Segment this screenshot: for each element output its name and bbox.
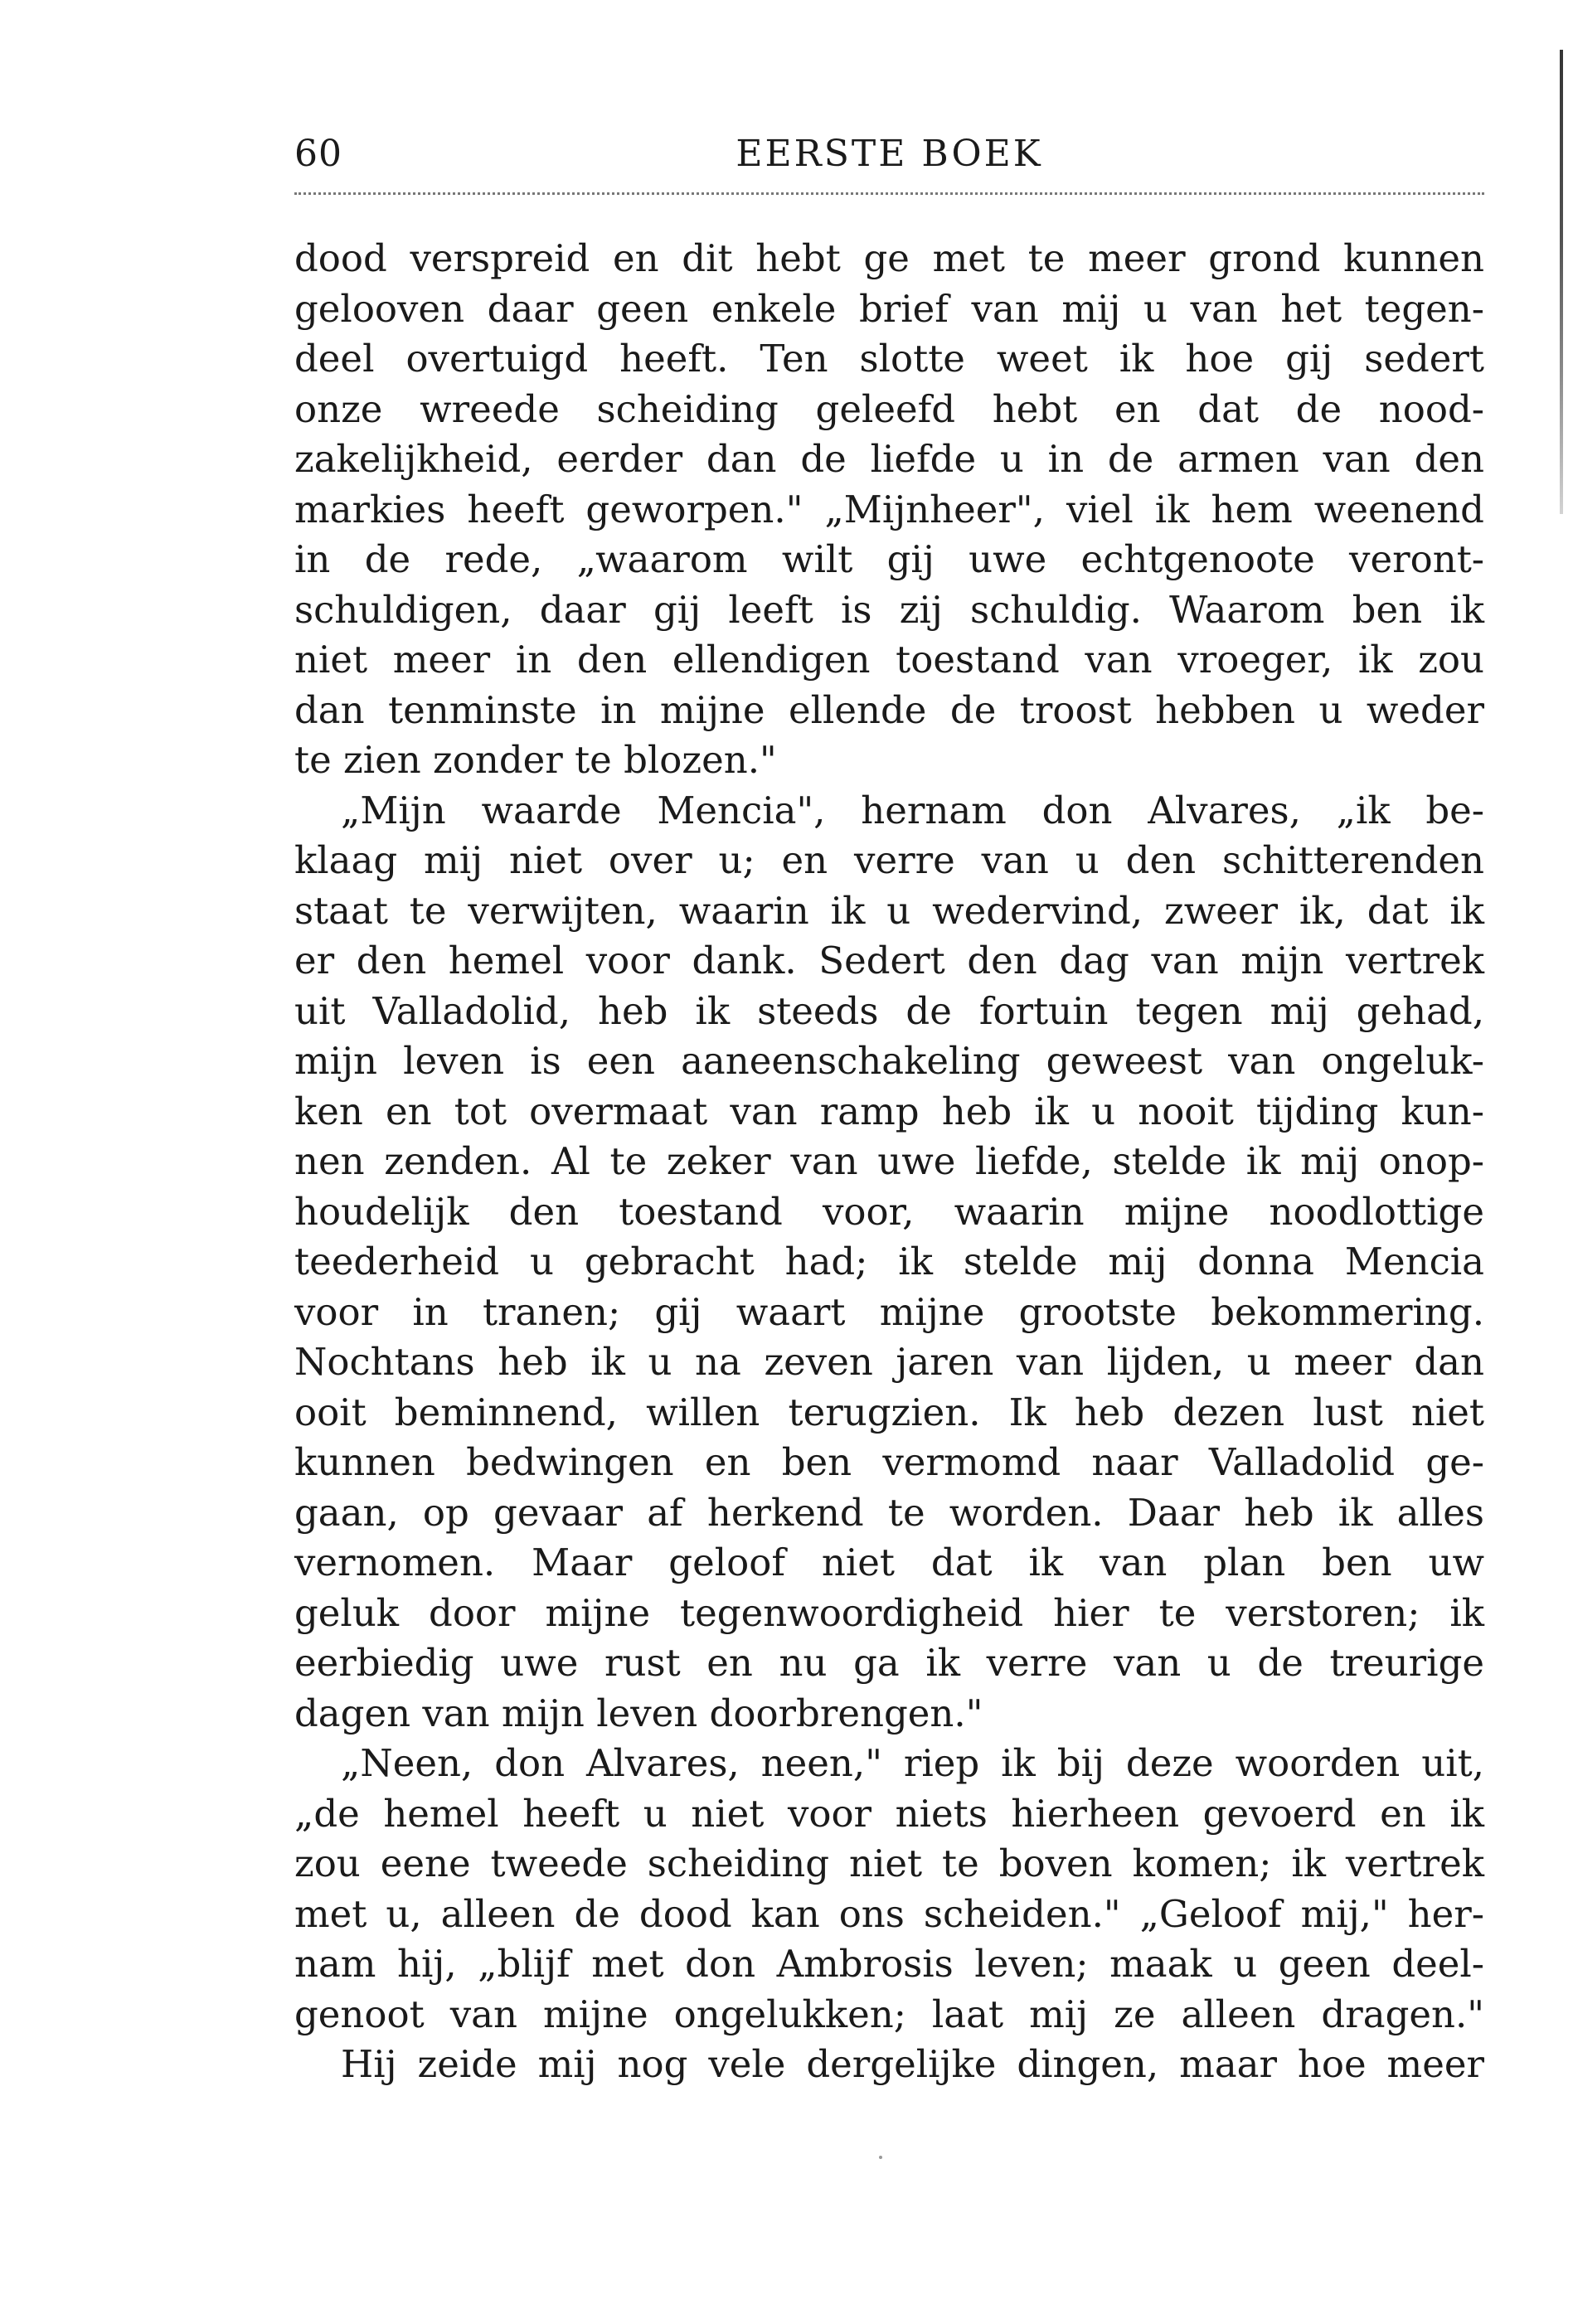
paragraph xyxy=(294,786,1484,1739)
text-line: onze wreede scheiding geleefd hebt en dat de nood- xyxy=(294,386,1484,431)
text-line: genoot van mijne ongelukken; laat mij ze alleen dragen." xyxy=(294,1992,1484,2036)
paragraph xyxy=(294,1739,1484,2040)
text-line: dood verspreid en dit hebt ge met te meer grond kunnen xyxy=(294,236,1484,280)
text-line: zakelijkheid, eerder dan de liefde u in de armen van den xyxy=(294,437,1484,481)
text-line: staat te verwijten, waarin ik u wedervind, zweer ik, dat ik xyxy=(294,888,1484,933)
text-line: teederheid u gebracht had; ik stelde mij donna Mencia xyxy=(294,1240,1484,1283)
text-line: voor in tranen; gij waart mijne grootste bekommering. xyxy=(294,1289,1484,1334)
text-line: ooit beminnend, willen terugzien. Ik heb dezen lust niet xyxy=(294,1390,1484,1434)
text-line: te zien zonder te blozen." xyxy=(294,738,777,782)
text-line: gaan, op gevaar af herkend te worden. Daar heb ik alles xyxy=(294,1490,1484,1535)
text-line: geluk door mijne tegenwoordigheid hier te verstoren; ik xyxy=(294,1590,1484,1635)
text-line: deel overtuigd heeft. Ten slotte weet ik hoe gij sedert xyxy=(294,337,1484,381)
text-line: nam hij, „blijf met don Ambrosis leven; maak u geen deel- xyxy=(294,1942,1484,1986)
text-line: dan tenminste in mijne ellende de troost hebben u weder xyxy=(294,687,1484,732)
print-speck xyxy=(879,2156,882,2159)
text-line: „de hemel heeft u niet voor niets hierheen gevoerd en ik xyxy=(294,1791,1484,1836)
text-line: zou eene tweede scheiding niet te boven komen; ik vertrek xyxy=(294,1841,1484,1885)
text-line: er den hemel voor dank. Sedert den dag van mijn vertrek xyxy=(294,939,1484,982)
body-text xyxy=(294,234,1484,2090)
text-line: kunnen bedwingen en ben vermomd naar Valladolid ge- xyxy=(294,1440,1484,1484)
text-line: „Mijn waarde Mencia", hernam don Alvares, „ik be- xyxy=(341,788,1484,832)
text-line: Hij zeide mij nog vele dergelijke dingen, maar hoe meer xyxy=(341,2042,1484,2086)
text-line: dagen van mijn leven doorbrengen." xyxy=(294,1691,983,1735)
text-line: schuldigen, daar gij leeft is zij schuldig. Waarom ben ik xyxy=(294,587,1484,632)
page-number: 60 xyxy=(294,133,342,175)
text-line: houdelijk den toestand voor, waarin mijne noodlottige xyxy=(294,1189,1484,1234)
text-line: ken en tot overmaat van ramp heb ik u nooit tijding kun- xyxy=(294,1089,1484,1133)
paragraph xyxy=(294,234,1484,786)
text-line: in de rede, „waarom wilt gij uwe echtgenoote veront- xyxy=(294,537,1484,581)
text-line: eerbiedig uwe rust en nu ga ik verre van u de treurige xyxy=(294,1641,1484,1685)
text-line: mijn leven is een aaneenschakeling geweest van ongeluk- xyxy=(294,1039,1484,1083)
page-header xyxy=(294,124,1484,191)
paragraph xyxy=(294,2040,1484,2090)
text-line: vernomen. Maar geloof niet dat ik van plan ben uw xyxy=(294,1540,1484,1584)
text-line: niet meer in den ellendigen toestand van vroeger, ik zou xyxy=(294,638,1484,682)
text-line: „Neen, don Alvares, neen," riep ik bij deze woorden uit, xyxy=(341,1741,1484,1785)
text-line: Nochtans heb ik u na zeven jaren van lijden, u meer dan xyxy=(294,1340,1484,1384)
text-line: met u, alleen de dood kan ons scheiden." „Geloof mij," her- xyxy=(294,1891,1484,1936)
text-line: markies heeft geworpen." „Mijnheer", viel ik hem weenend xyxy=(294,487,1484,531)
header-divider xyxy=(294,192,1484,195)
text-line: klaag mij niet over u; en verre van u den schitterenden xyxy=(294,838,1484,882)
page-edge-shadow xyxy=(1560,50,1563,514)
text-line: gelooven daar geen enkele brief van mij u van het tegen- xyxy=(294,286,1484,331)
text-line: nen zenden. Al te zeker van uwe liefde, stelde ik mij onop- xyxy=(294,1139,1484,1183)
text-line: uit Valladolid, heb ik steeds de fortuin tegen mij gehad, xyxy=(294,988,1484,1033)
running-title: EERSTE BOEK xyxy=(736,133,1043,175)
